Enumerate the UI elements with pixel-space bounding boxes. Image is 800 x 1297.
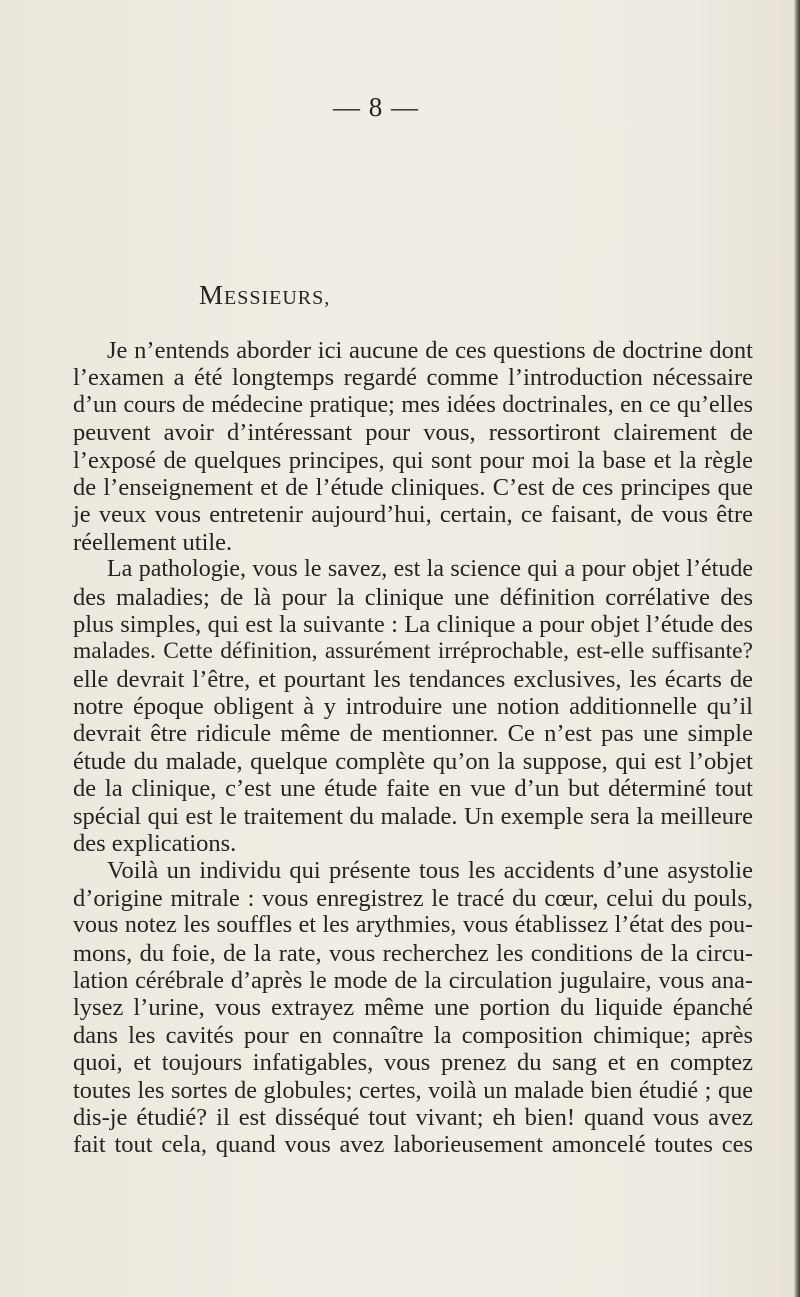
text-line: lysez l’urine, vous extrayez même une portion du liquide épanché (73, 994, 753, 1022)
salutation-rest: ESSIEURS, (224, 287, 331, 309)
text-line: notre époque obligent à y introduire une notion additionnelle qu’il (73, 693, 753, 721)
text-line: d’un cours de médecine pratique; mes idées doctrinales, en ce qu’elles (73, 391, 753, 418)
text-line: d’origine mitrale : vous enregistrez le tracé du cœur, celui du pouls, (73, 884, 753, 912)
text-line: dis-je étudié? il est disséqué tout vivant; eh bien! quand vous avez (73, 1103, 753, 1131)
text-line: des maladies; de là pour la clinique une définition corrélative des (73, 583, 753, 611)
text-line: devrait être ridicule même de mentionner. Ce n’est pas une simple (73, 720, 753, 748)
salutation-heading (199, 280, 330, 311)
page-number: — 8 — (333, 92, 419, 122)
text-line: fait tout cela, quand vous avez laborieusement amoncelé toutes ces (73, 1131, 753, 1159)
text-line: plus simples, qui est la suivante : La clinique a pour objet l’étude des (73, 610, 753, 638)
text-line: lation cérébrale d’après le mode de la circulation jugulaire, vous ana- (73, 966, 753, 994)
text-line: de la clinique, c’est une étude faite en vue d’un but déterminé tout (73, 775, 753, 803)
text-line: Voilà un individu qui présente tous les accidents d’une asystolie (107, 857, 753, 885)
text-line: l’examen a été longtemps regardé comme l’introduction nécessaire (73, 364, 753, 392)
text-line: réellement utile. (73, 528, 233, 556)
text-line: spécial qui est le traitement du malade. Un exemple sera la meilleure (73, 802, 753, 830)
text-line: Je n’entends aborder ici aucune de ces questions de doctrine dont (107, 337, 753, 364)
text-line: des explications. (73, 830, 237, 858)
page-edge-shadow (794, 0, 800, 1297)
text-line: La pathologie, vous le savez, est la science qui a pour objet l’étude (107, 556, 753, 583)
text-line: malades. Cette définition, assurément irréprochable, est-elle suffisante? (73, 638, 753, 665)
body-text (73, 337, 753, 1159)
text-line: de l’enseignement et de l’étude cliniques. C’est de ces principes que (73, 473, 753, 501)
text-line: je veux vous entretenir aujourd’hui, certain, ce faisant, de vous être (73, 501, 753, 529)
text-line: quoi, et toujours infatigables, vous prenez du sang et en comptez (73, 1049, 753, 1077)
salutation-initial: M (199, 280, 225, 310)
text-line: peuvent avoir d’intéressant pour vous, ressortiront clairement de (73, 419, 753, 447)
text-line: toutes les sortes de globules; certes, voilà un malade bien étudié ; que (73, 1076, 753, 1104)
text-line: étude du malade, quelque complète qu’on la suppose, qui est l’objet (73, 747, 753, 775)
text-line: l’exposé de quelques principes, qui sont pour moi la base et la règle (73, 446, 753, 474)
text-line: dans les cavités pour en connaître la composition chimique; après (73, 1021, 753, 1049)
text-line: vous notez les souffles et les arythmies, vous établissez l’état des pou- (73, 912, 753, 939)
text-line: elle devrait l’être, et pourtant les tendances exclusives, les écarts de (73, 665, 753, 693)
text-line: mons, du foie, de la rate, vous recherchez les conditions de la circu- (73, 939, 753, 967)
